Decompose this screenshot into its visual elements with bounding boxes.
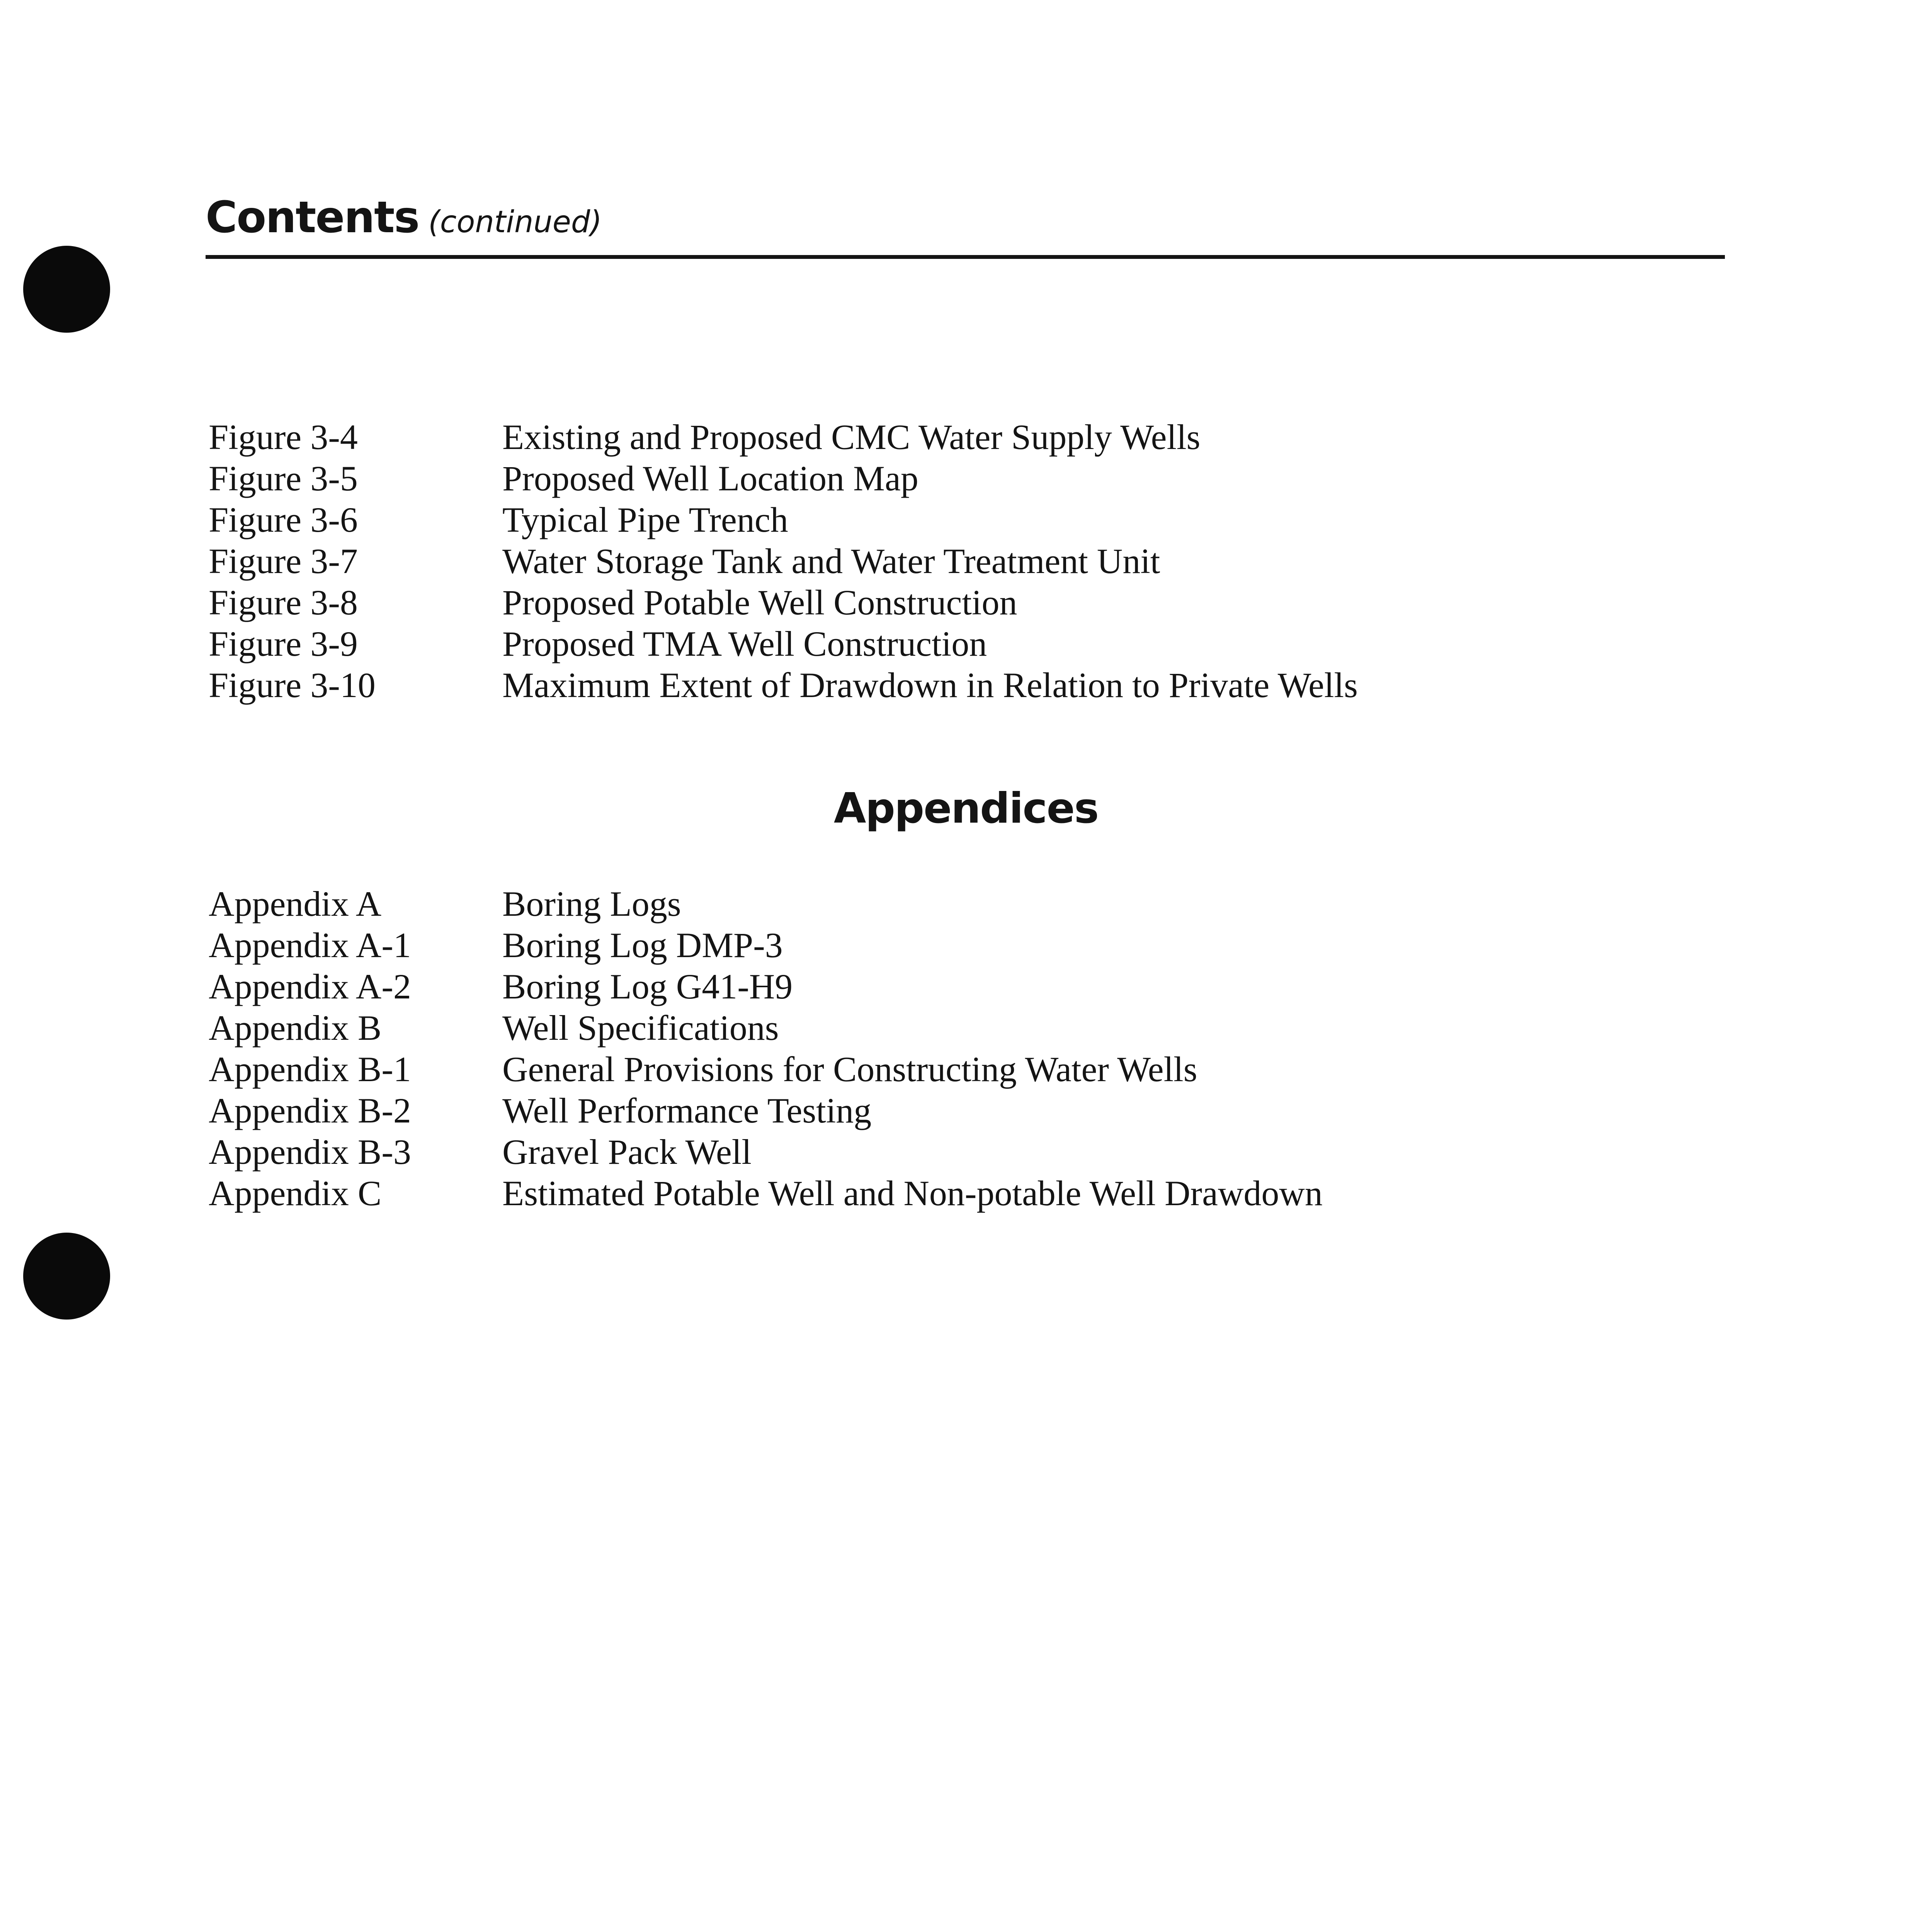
figure-description: Water Storage Tank and Water Treatment Unit	[502, 541, 1160, 581]
figure-label: Figure 3-7	[209, 541, 358, 581]
appendix-label: Appendix C	[209, 1173, 382, 1213]
contents-title: Contents	[206, 192, 419, 243]
figure-description: Existing and Proposed CMC Water Supply Wells	[502, 417, 1201, 457]
figure-description: Proposed Potable Well Construction	[502, 583, 1017, 622]
header-rule	[206, 255, 1725, 259]
figure-label: Figure 3-10	[209, 665, 376, 705]
figure-description: Maximum Extent of Drawdown in Relation to Private Wells	[502, 665, 1358, 705]
appendices-heading: Appendices	[833, 784, 1099, 833]
appendix-label: Appendix B-1	[209, 1049, 411, 1089]
figure-label: Figure 3-9	[209, 624, 358, 663]
binder-hole-middle	[23, 1233, 110, 1320]
figure-label: Figure 3-6	[209, 500, 358, 539]
appendix-description: Well Specifications	[502, 1008, 779, 1048]
appendix-description: Gravel Pack Well	[502, 1132, 752, 1172]
binder-hole-top	[23, 246, 110, 333]
appendix-label: Appendix A	[209, 884, 382, 923]
contents-subtitle: (continued)	[428, 205, 602, 240]
appendix-description: Estimated Potable Well and Non-potable Well Drawdown	[502, 1173, 1323, 1213]
appendix-description: Well Performance Testing	[502, 1091, 872, 1130]
figure-label: Figure 3-5	[209, 459, 358, 498]
page-header	[206, 192, 602, 243]
appendix-description: Boring Log G41-H9	[502, 967, 793, 1006]
figure-description: Proposed TMA Well Construction	[502, 624, 987, 663]
appendix-description: Boring Log DMP-3	[502, 925, 783, 965]
appendix-label: Appendix A-1	[209, 925, 411, 965]
figure-description: Typical Pipe Trench	[502, 500, 788, 539]
appendix-label: Appendix B-2	[209, 1091, 411, 1130]
figure-description: Proposed Well Location Map	[502, 459, 918, 498]
appendix-label: Appendix A-2	[209, 967, 411, 1006]
figure-label: Figure 3-8	[209, 583, 358, 622]
appendix-description: General Provisions for Constructing Water Wells	[502, 1049, 1197, 1089]
figure-label: Figure 3-4	[209, 417, 358, 457]
appendix-label: Appendix B-3	[209, 1132, 411, 1172]
appendix-description: Boring Logs	[502, 884, 681, 923]
appendix-label: Appendix B	[209, 1008, 382, 1048]
